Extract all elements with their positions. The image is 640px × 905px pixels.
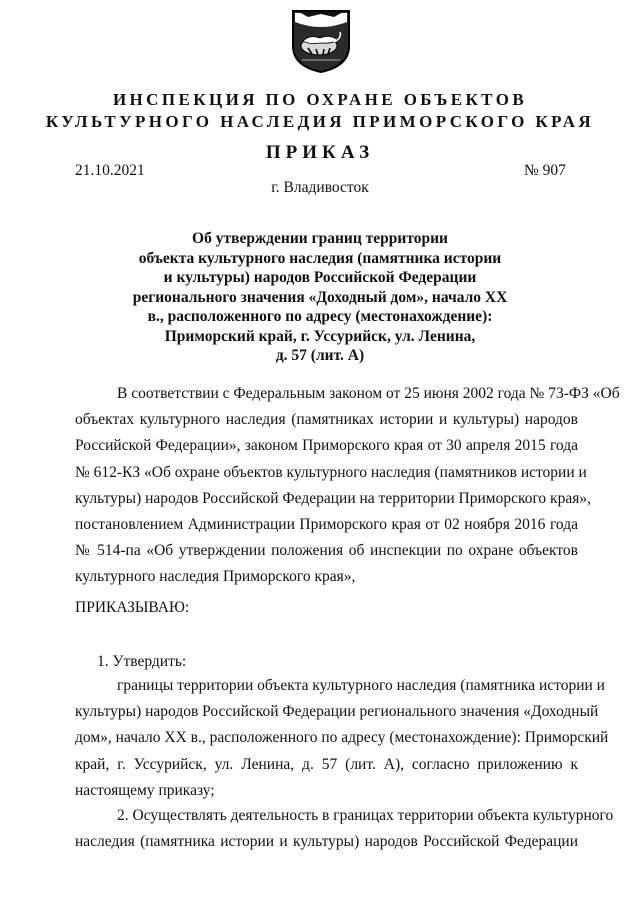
- document-city: г. Владивосток: [271, 179, 369, 196]
- order-subject: [120, 229, 520, 366]
- preamble-line: культуры) народов Российской Федерации на территории Приморского края»,: [75, 489, 591, 507]
- subject-line: и культуры) народов Российской Федерации: [163, 269, 477, 286]
- preamble-line: объектах культурного наследия (памятниках истории и культуры) народов: [75, 411, 578, 429]
- item2-line: 2. Осуществлять деятельность в границах территории объекта культурного: [117, 807, 614, 824]
- organization-name-line1: ИНСПЕКЦИЯ ПО ОХРАНЕ ОБЪЕКТОВ: [112, 90, 528, 109]
- subject-line: объекта культурного наследия (памятника истории: [138, 249, 502, 267]
- item1-line: настоящему приказу;: [75, 781, 215, 799]
- item1-heading: 1. Утвердить:: [97, 653, 187, 670]
- order-keyword: ПРИКАЗЫВАЮ:: [75, 599, 190, 616]
- organization-name-line2: КУЛЬТУРНОГО НАСЛЕДИЯ ПРИМОРСКОГО КРАЯ: [45, 112, 595, 131]
- preamble-line: № 612-КЗ «Об охране объектов культурного наследия (памятников истории и: [75, 463, 587, 481]
- subject-line: д. 57 (лит. А): [275, 347, 365, 364]
- preamble-line: В соответствии с Федеральным законом от 25 июня 2002 года № 73-ФЗ «Об: [117, 385, 620, 402]
- document-number: № 907: [524, 162, 566, 179]
- item2-paragraph: [75, 803, 614, 855]
- subject-line: Приморский край, г. Уссурийск, ул. Ленина,: [164, 327, 476, 345]
- subject-line: Об утверждении границ территории: [192, 230, 448, 247]
- document-date: 21.10.2021: [75, 162, 145, 179]
- preamble-line: № 514-па «Об утверждении положения об инспекции по охране объектов: [75, 542, 578, 560]
- preamble-line: культурного наследия Приморского края»,: [75, 568, 356, 586]
- item2-line: наследия (памятника истории и культуры) народов Российской Федерации: [75, 833, 578, 851]
- subject-line: в., расположенного по адресу (местонахождение):: [147, 308, 493, 325]
- subject-line: регионального значения «Доходный дом», начало XX: [132, 288, 508, 306]
- item1-line: дом», начало XX в., расположенного по адресу (местонахождение): Приморский: [75, 729, 609, 747]
- item1-line: культуры) народов Российской Федерации регионального значения «Доходный: [75, 703, 599, 721]
- preamble-line: постановлением Администрации Приморского края от 02 ноября 2016 года: [75, 516, 578, 534]
- document-type-title: ПРИКАЗ: [265, 142, 375, 163]
- preamble-line: Российской Федерации», законом Приморского края от 30 апреля 2015 года: [75, 437, 578, 455]
- item1-paragraph: [75, 673, 609, 804]
- preamble-paragraph: [75, 381, 620, 591]
- coat-of-arms-icon: [290, 8, 352, 74]
- item1-line: границы территории объекта культурного наследия (памятника истории и: [117, 677, 605, 694]
- item1-line: край, г. Уссурийск, ул. Ленина, д. 57 (лит. А), согласно приложению к: [75, 755, 578, 773]
